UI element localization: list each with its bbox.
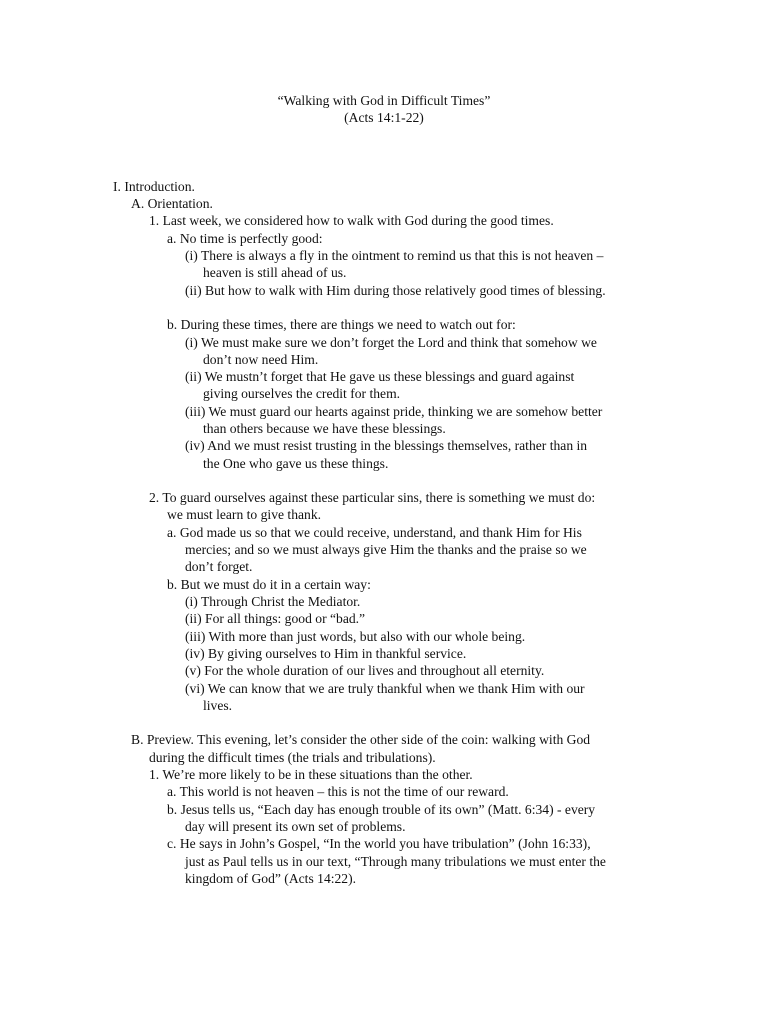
- outline-line: day will present its own set of problems.: [185, 819, 406, 834]
- outline-line: don’t now need Him.: [203, 352, 319, 367]
- outline-line: we must learn to give thank.: [167, 507, 322, 522]
- outline-line: 1. Last week, we considered how to walk with God during the good times.: [149, 213, 554, 228]
- outline-line: 2. To guard ourselves against these particular sins, there is something we must do:: [149, 490, 596, 505]
- title-block: [0, 92, 768, 126]
- outline-line: (i) There is always a fly in the ointment to remind us that this is not heaven –: [185, 248, 604, 263]
- outline-line: c. He says in John’s Gospel, “In the world you have tribulation” (John 16:33),: [167, 836, 591, 851]
- outline-line: b. But we must do it in a certain way:: [167, 577, 371, 592]
- outline-line: a. This world is not heaven – this is not the time of our reward.: [167, 784, 509, 799]
- outline-line: giving ourselves the credit for them.: [203, 386, 401, 401]
- outline-line: the One who gave us these things.: [203, 456, 389, 471]
- outline-line: A. Orientation.: [131, 196, 213, 211]
- outline-line: (i) We must make sure we don’t forget the Lord and think that somehow we: [185, 335, 597, 350]
- outline-line: (i) Through Christ the Mediator.: [185, 594, 361, 609]
- outline-line: heaven is still ahead of us.: [203, 265, 347, 280]
- outline-line: mercies; and so we must always give Him the thanks and the praise so we: [185, 542, 587, 557]
- outline-line: lives.: [203, 698, 233, 713]
- outline-line: than others because we have these blessings.: [203, 421, 446, 436]
- outline-line: b. Jesus tells us, “Each day has enough trouble of its own” (Matt. 6:34) - every: [167, 802, 596, 817]
- outline-line: (ii) For all things: good or “bad.”: [185, 611, 366, 626]
- outline-line: (iii) We must guard our hearts against pride, thinking we are somehow better: [185, 404, 603, 419]
- outline-line: (v) For the whole duration of our lives and throughout all eternity.: [185, 663, 545, 678]
- outline-line: a. God made us so that we could receive, understand, and thank Him for His: [167, 525, 582, 540]
- outline-line: during the difficult times (the trials and tribulations).: [149, 750, 436, 765]
- document-title: “Walking with God in Difficult Times”: [277, 93, 491, 108]
- outline-line: a. No time is perfectly good:: [167, 231, 323, 246]
- outline-line: (iii) With more than just words, but also with our whole being.: [185, 629, 526, 644]
- outline-line: (ii) But how to walk with Him during those relatively good times of blessing.: [185, 283, 606, 298]
- outline-line: b. During these times, there are things we need to watch out for:: [167, 317, 516, 332]
- outline-line: 1. We’re more likely to be in these situations than the other.: [149, 767, 473, 782]
- outline-line: just as Paul tells us in our text, “Through many tribulations we must enter the: [185, 854, 606, 869]
- document-subtitle: (Acts 14:1-22): [344, 110, 424, 125]
- outline-line: (ii) We mustn’t forget that He gave us these blessings and guard against: [185, 369, 575, 384]
- outline-line: (vi) We can know that we are truly thankful when we thank Him with our: [185, 681, 585, 696]
- outline-line: (iv) And we must resist trusting in the blessings themselves, rather than in: [185, 438, 588, 453]
- outline-line: B. Preview. This evening, let’s consider the other side of the coin: walking with God: [131, 732, 591, 747]
- outline-line: kingdom of God” (Acts 14:22).: [185, 871, 357, 886]
- outline-heading: I. Introduction.: [113, 179, 195, 194]
- outline-line: (iv) By giving ourselves to Him in thankful service.: [185, 646, 467, 661]
- outline-line: don’t forget.: [185, 559, 253, 574]
